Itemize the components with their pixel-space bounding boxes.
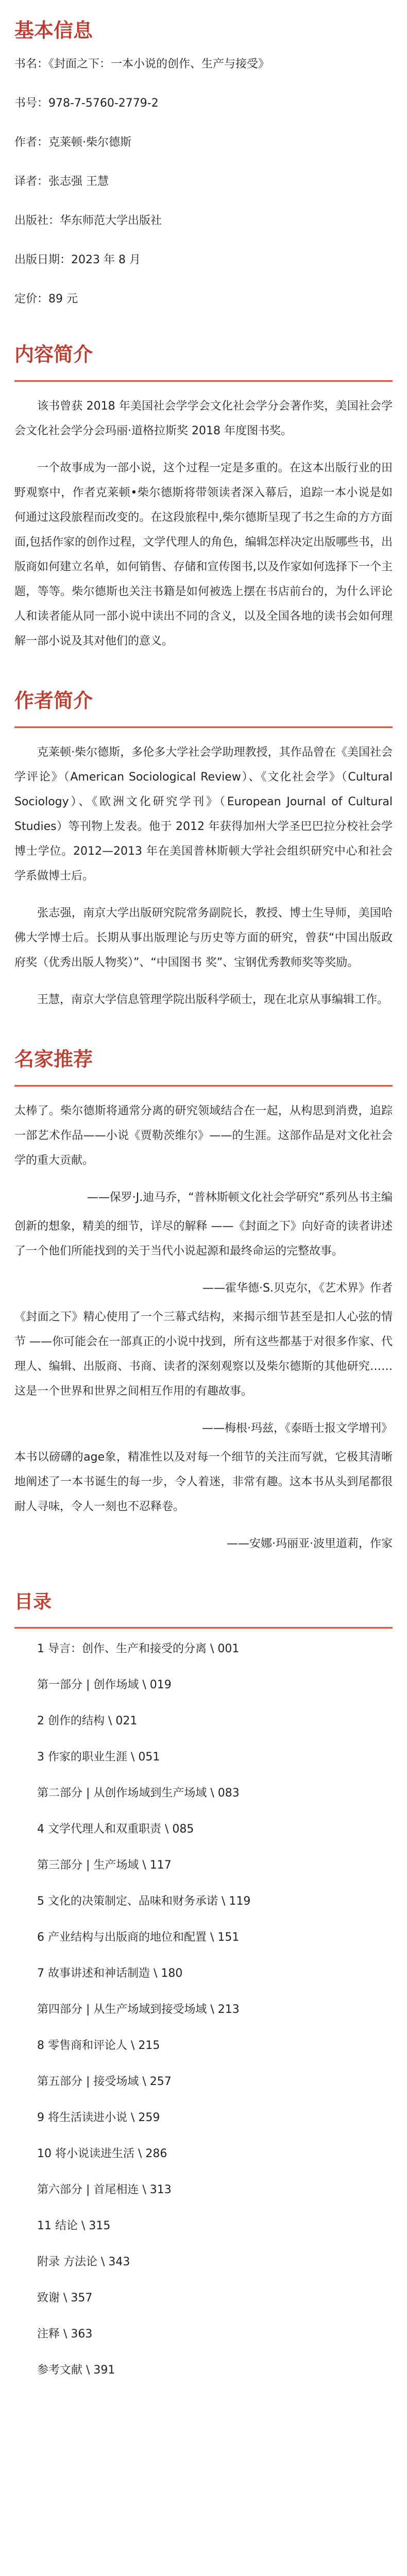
pub-date: 出版日期：2023 年 8 月 <box>14 253 141 266</box>
toc-item: 参考文献 \ 391 <box>37 2364 115 2377</box>
toc-item: 第四部分 | 从生产场域到接受场域 \ 213 <box>37 2003 240 2016</box>
recommend-title: 名家推荐 <box>14 1048 93 1071</box>
recommend-divider <box>14 1085 393 1087</box>
toc-item: 注释 \ 363 <box>37 2328 93 2341</box>
toc-item: 第一部分 | 创作场域 \ 019 <box>37 1679 172 1691</box>
toc-item: 附录 方法论 \ 343 <box>37 2256 130 2268</box>
author-intro-section <box>14 685 393 1012</box>
toc-item: 2 创作的结构 \ 021 <box>37 1715 138 1727</box>
toc-item: 6 产业结构与出版商的地位和配置 \ 151 <box>37 1931 240 1944</box>
toc-item: 3 作家的职业生涯 \ 051 <box>37 1751 160 1764</box>
summary-section <box>14 338 393 654</box>
toc-item: 第六部分 | 首尾相连 \ 313 <box>37 2183 172 2196</box>
recommend-attribution: ——梅根·玛兹，《泰晤士报文学增刊》 <box>202 1422 393 1435</box>
toc-item: 10 将小说读进生活 \ 286 <box>37 2147 167 2160</box>
summary-divider <box>14 380 393 382</box>
author-intro-title: 作者简介 <box>14 689 93 712</box>
author-intro-paragraph: 张志强，南京大学出版研究院常务副院长，教授、博士生导师，美国哈佛大学博士后。长期从事出版理论与历史等方面的研究，曾获“中国出版政府奖（优秀出版人物奖）”、“中国图书 奖”、宝钢优秀教师奖等奖励。 <box>14 907 393 969</box>
summary-paragraph: 该书曾获 2018 年美国社会学学会文化社会学分会著作奖，美国社会学会文化社会学分会玛丽·道格拉斯奖 2018 年度图书奖。 <box>14 400 393 437</box>
publisher: 出版社：华东师范大学出版社 <box>14 214 162 227</box>
translator: 译者：张志强 王慧 <box>14 175 109 188</box>
toc-item: 5 文化的决策制定、品味和财务承诺 \ 119 <box>37 1895 251 1908</box>
basic-info-title: 基本信息 <box>14 19 93 42</box>
recommend-attribution: ——霍华德·S.贝克尔，《艺术界》作者 <box>202 1282 393 1295</box>
toc-section <box>14 1587 393 2379</box>
toc-divider <box>14 1627 393 1629</box>
toc-item: 1 导言：创作、生产和接受的分离 \ 001 <box>37 1642 240 1655</box>
recommend-attribution: ——安娜·玛丽亚·波里道莉，作家 <box>227 1537 393 1550</box>
recommend-section <box>14 1043 393 1556</box>
isbn: 书号：978-7-5760-2779-2 <box>14 97 159 110</box>
summary-paragraph: 一个故事成为一部小说，这个过程一定是多重的。在这本出版行业的田野观察中，作者克莱顿•柴尔德斯将带领读者深入幕后，追踪一本小说是如何通过这段旅程而改变的。在这段旅程中,柴尔德斯呈现了书之生命的方方面面,包括作家的创作过程，文学代理人的角色，编辑怎样决定出版哪些书，出版商如何建立名单，如何销售、存储和宣传图书,以及作家如何选择下一个主题，等等。柴尔德斯也关注书籍是如何被选上摆在书店前台的，为什么评论人和读者能从同一部小说中读出不同的含义，以及全国各地的读书会如何理解一部小说及其对他们的意义。 <box>14 462 393 648</box>
recommend-quote: 太棒了。柴尔德斯将通常分离的研究领域结合在一起，从构思到消费，追踪一部艺术作品——小说《贾勒茨维尔》——的生涯。这部作品是对文化社会学的重大贡献。 <box>14 1105 393 1167</box>
author-intro-divider <box>14 726 393 728</box>
recommend-quote: 本书以磅礴的age象，精准性以及对每一个细节的关注而写就，它极其清晰地阐述了一本书诞生的每一步，令人着迷，非常有趣。这本书从头到尾都很耐人寻味，令人一刻也不忍释卷。 <box>14 1451 393 1513</box>
toc-item: 7 故事讲述和神话制造 \ 180 <box>37 1967 183 1980</box>
toc-item: 9 将生活读进小说 \ 259 <box>37 2111 160 2124</box>
toc-item: 第二部分 | 从创作场域到生产场域 \ 083 <box>37 1787 240 1800</box>
recommend-quote: 《封面之下》精心使用了一个三幕式结构，来揭示细节甚至是扣人心弦的情节 ——你可能会在一部真正的小说中找到，所有这些都基于对很多作家、代理人、编辑、出版商、书商、读者的深刻观察以及柴尔德斯的其他研究……这是一个世界和世界之间相互作用的有趣故事。 <box>14 1311 393 1398</box>
author-intro-paragraph: 王慧，南京大学信息管理学院出版科学硕士，现在北京从事编辑工作。 <box>37 993 389 1006</box>
toc-item: 11 结论 \ 315 <box>37 2219 111 2232</box>
summary-title: 内容简介 <box>14 343 93 366</box>
toc-title: 目录 <box>14 1591 52 1613</box>
toc-item: 第三部分 | 生产场域 \ 117 <box>37 1859 172 1872</box>
toc-item: 第五部分 | 接受场域 \ 257 <box>37 2075 172 2088</box>
author-intro-paragraph: 克莱顿·柴尔德斯，多伦多大学社会学助理教授，其作品曾在《美国社会学评论》（American Sociological Review）、《文化社会学》（Cultural Sociology）、《欧洲文化研究学刊》（European Journal of Cultural Studies）等刊物上发表。他于 2012 年获得加州大学圣巴巴拉分校社会学博士学位。2012—2013 年在美国普林斯顿大学社会组织研究中心和社会学系做博士后。 <box>14 746 393 883</box>
toc-item: 4 文学代理人和双重职责 \ 085 <box>37 1823 194 1836</box>
recommend-quote: 创新的想象，精美的细节，详尽的解释 ——《封面之下》向好奇的读者讲述了一个他们所能找到的关于当代小说起源和最终命运的完整故事。 <box>14 1220 393 1258</box>
basic-info-section <box>14 14 393 308</box>
author: 作者：克莱顿·柴尔德斯 <box>14 136 131 149</box>
toc-item: 致谢 \ 357 <box>37 2292 93 2304</box>
recommend-attribution: ——保罗·J.迪马乔，“普林斯顿文化社会学研究”系列丛书主编 <box>87 1191 393 1204</box>
toc-item: 8 零售商和评论人 \ 215 <box>37 2039 160 2052</box>
book-name: 书名：《封面之下：一本小说的创作、生产与接受》 <box>14 58 270 71</box>
price: 定价：89 元 <box>14 293 78 306</box>
